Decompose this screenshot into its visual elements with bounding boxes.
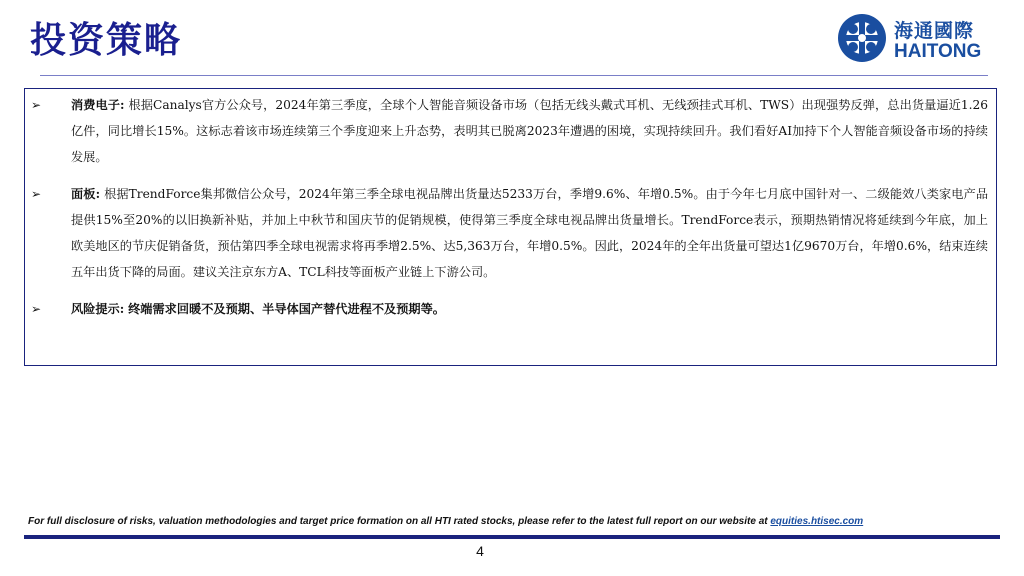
arrow-bullet-icon: ➢ <box>31 187 42 201</box>
bullet-title: 面板: <box>71 187 101 201</box>
bullet-text: 根据TrendForce集邦微信公众号，2024年第三季全球电视品牌出货量达5233万台，季增9.6%、年增0.5%。由于今年七月底中国针对一、二级能效八类家电产品提供15%至20%的以旧换新补贴，并加上中秋节和国庆节的促销规模，使得第三季度全球电视品牌出货量增长。TrendForce表示，预期热销情况将延续到今年底，加上欧美地区的节庆促销备货，预估第四季全球电视需求将再季增2.5%、达5,363万台，年增0.5%。因此，2024年的全年出货量可望达1亿9670万台，年增0.6%，结束连续五年出货下降的局面。建议关注京东方A、TCL科技等面板产业链上下游公司。 <box>71 187 989 279</box>
disclosure-note <box>28 516 863 527</box>
website-link[interactable]: equities.htisec.com <box>770 516 864 527</box>
bullet-title: 风险提示: <box>71 302 125 316</box>
bullet-risk <box>31 296 988 322</box>
logo-english-text: HAITONG <box>894 41 982 62</box>
bullet-body <box>71 92 988 170</box>
footer-divider <box>24 535 1000 539</box>
page-number: 4 <box>476 543 484 559</box>
page-title: 投资策略 <box>30 19 183 61</box>
content-box <box>24 88 997 366</box>
logo-chinese-text: 海通國際 <box>894 20 975 42</box>
bullet-text: 终端需求回暖不及预期、半导体国产替代进程不及预期等。 <box>128 302 445 316</box>
bullet-consumer-electronics <box>31 92 988 170</box>
disclosure-text: For full disclosure of risks, valuation methodologies and target price formation on all HTI rated stocks, please refer to the latest full report on our website at <box>28 516 771 527</box>
header-divider <box>40 75 988 76</box>
company-logo <box>836 10 996 66</box>
bullet-body <box>71 181 988 285</box>
bullet-title: 消费电子: <box>71 98 125 112</box>
bullet-text: 根据Canalys官方公众号，2024年第三季度，全球个人智能音频设备市场（包括无线头戴式耳机、无线颈挂式耳机、TWS）出现强势反弹，总出货量逼近1.26亿件，同比增长15%。这标志着该市场连续第三个季度迎来上升态势，表明其已脱离2023年遭遇的困境，实现持续回升。我们看好AI加持下个人智能音频设备市场的持续发展。 <box>71 98 989 164</box>
bullet-body <box>71 296 988 322</box>
arrow-bullet-icon: ➢ <box>31 98 42 112</box>
haitong-logo-icon <box>836 12 888 64</box>
arrow-bullet-icon: ➢ <box>31 302 42 316</box>
bullet-panel <box>31 181 988 285</box>
